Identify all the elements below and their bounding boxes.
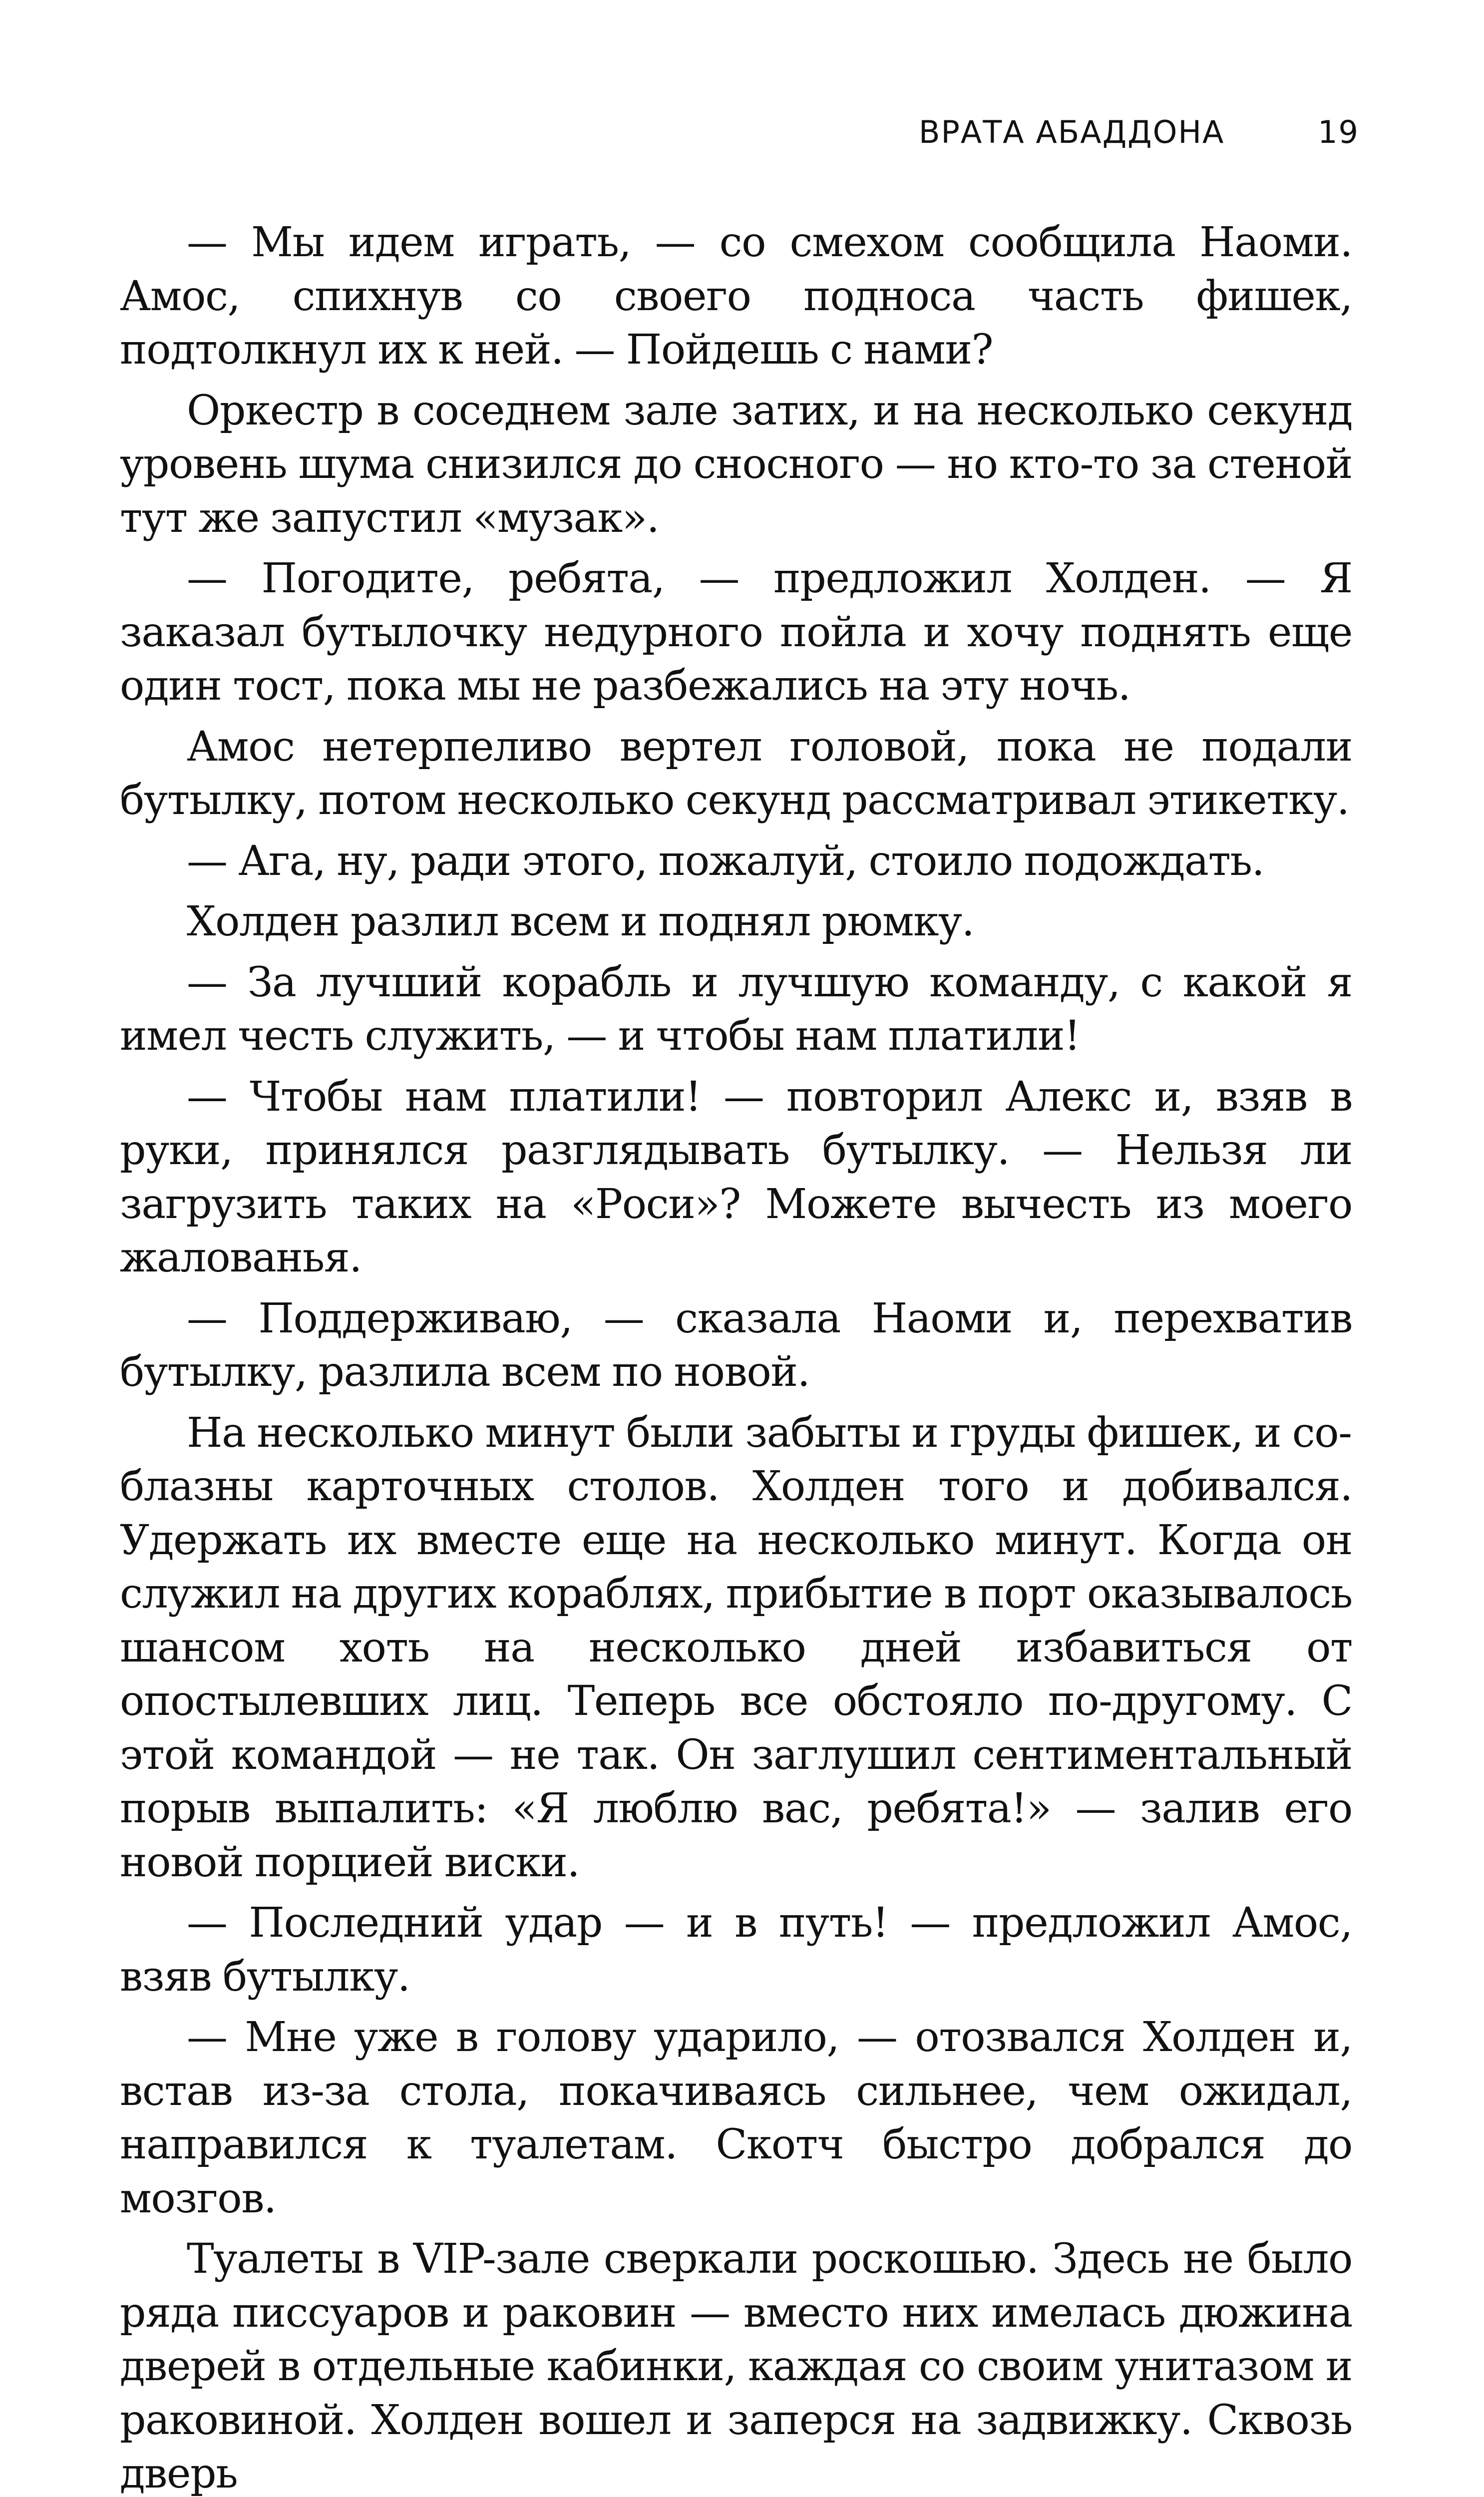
paragraph: — Мне уже в голову ударило, — отозвался Холден и, встав из-за стола, покачиваясь сильнее, чем ожидал, направился к туалетам. Скотч быстро добрался до мозгов.: [120, 2014, 1352, 2222]
paragraph: — Погодите, ребята, — предложил Холден. — Я заказал бутылочку недурного пойла и хочу поднять еще один тост, пока мы не разбежались на эту ночь.: [120, 555, 1352, 710]
text-body: [120, 216, 1352, 2497]
paragraph: На несколько минут были забыты и груды фишек, и соблазны карточных столов. Холден того и добивался. Удержать их вместе еще на несколько минут. Когда он служил на других кораблях, прибытие в порт оказывалось шансом хоть на несколько дней избавиться от опостылевших лиц. Теперь все обстояло по-другому. С этой командой — не так. Он заглушил сентиментальный порыв выпалить: «Я люблю вас, ребята!» — залив его новой порцией виски.: [120, 1409, 1352, 1886]
running-head: [919, 114, 1359, 154]
paragraph: — Ага, ну, ради этого, пожалуй, стоило подождать.: [187, 837, 1264, 885]
paragraph: Оркестр в соседнем зале затих, и на несколько секунд уровень шума снизился до сносного — но кто-то за стеной тут же запустил «музак».: [120, 387, 1352, 542]
paragraph: — Поддерживаю, — сказала Наоми и, перехватив бутылку, разлила всем по новой.: [120, 1294, 1352, 1396]
paragraph: Холден разлил всем и поднял рюмку.: [187, 898, 974, 945]
paragraph: — Мы идем играть, — со смехом сообщила Наоми. Амос, спихнув со своего подноса часть фишек, подтолкнул их к ней. — Пойдешь с нами?: [120, 219, 1352, 374]
paragraph: Амос нетерпеливо вертел головой, пока не подали бутылку, потом несколько секунд рассматривал этикетку.: [120, 723, 1352, 824]
paragraph: — За лучший корабль и лучшую команду, с какой я имел честь служить, — и чтобы нам платили!: [120, 958, 1352, 1060]
page-number: 19: [1318, 114, 1359, 150]
paragraph: — Чтобы нам платили! — повторил Алекс и, взяв в руки, принялся разглядывать бутылку. — Нельзя ли загрузить таких на «Роси»? Можете вычесть из моего жалованья.: [120, 1073, 1352, 1281]
paragraph: Туалеты в VIP-зале сверкали роскошью. Здесь не было ряда писсуаров и раковин — вместо них имелась дюжина дверей в отдельные кабинки, каждая со своим унитазом и раковиной. Холден вошел и заперся на задвижку. Сквозь дверь: [120, 2235, 1352, 2497]
book-title-header: ВРАТА АБАДДОНА: [919, 114, 1225, 150]
paragraph: — Последний удар — и в путь! — предложил Амос, взяв бутылку.: [120, 1899, 1352, 2001]
